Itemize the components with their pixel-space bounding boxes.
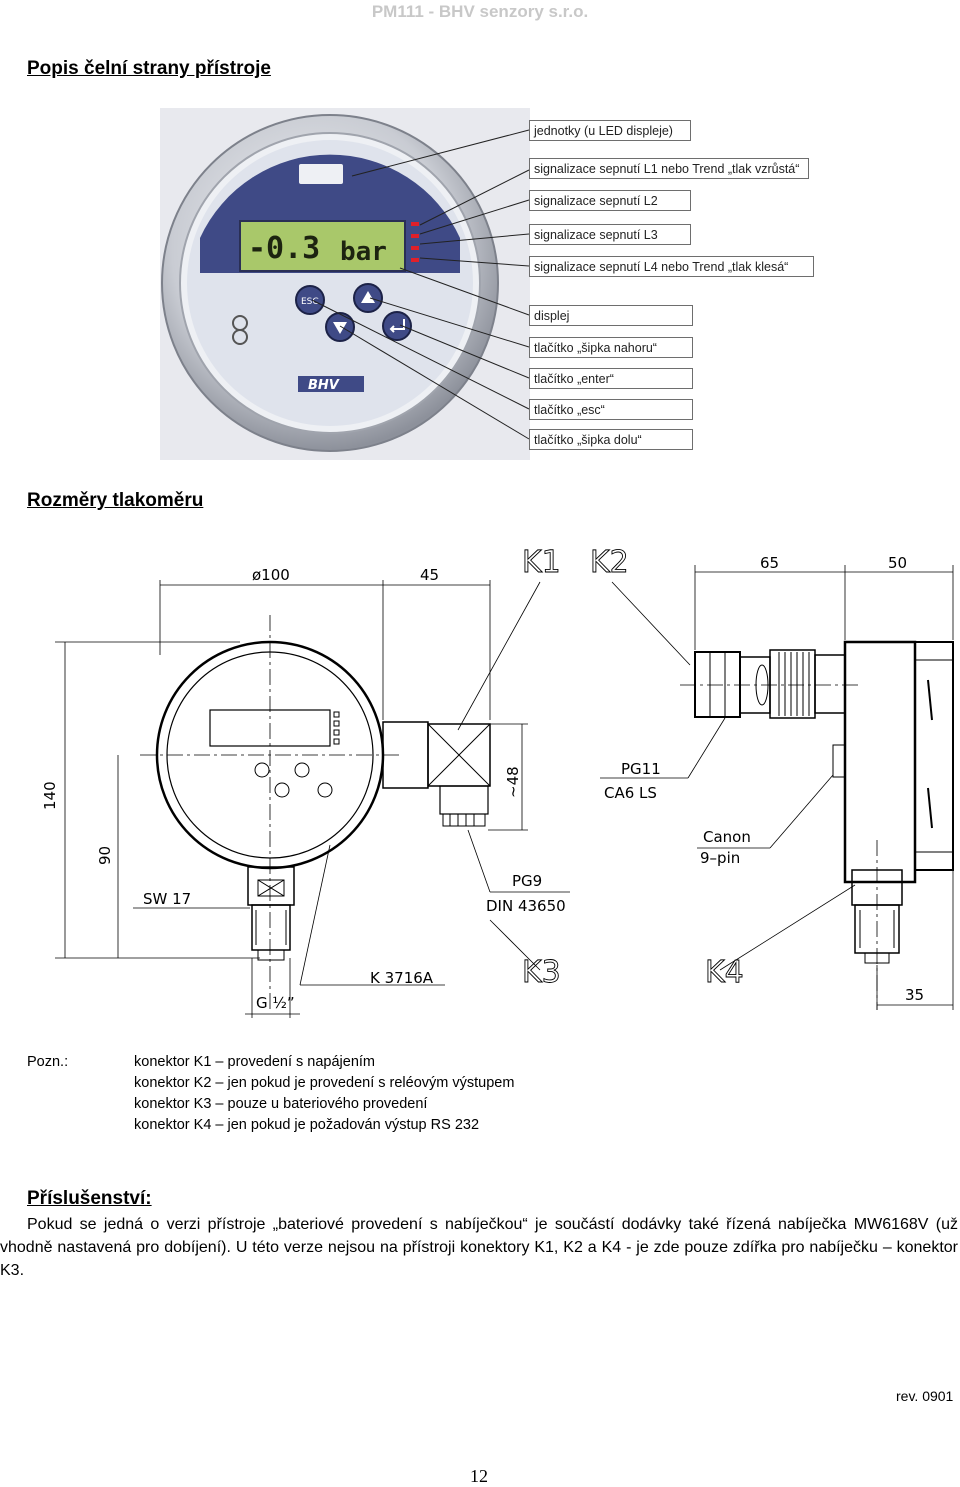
callout-l3: signalizace sepnutí L3 [529, 224, 691, 245]
label-canon: Canon [703, 828, 751, 846]
page-header: PM111 - BHV senzory s.r.o. [371, 2, 589, 21]
dim-90: 90 [96, 845, 114, 865]
dim-65: 65 [760, 554, 780, 572]
note-k2: konektor K2 – jen pokud je provedení s reléovým výstupem [134, 1075, 515, 1091]
callout-units: jednotky (u LED displeje) [529, 120, 691, 141]
label-k2: K2 [590, 545, 629, 580]
label-din43650: DIN 43650 [486, 897, 566, 915]
callout-enter: tlačítko „enter“ [529, 368, 693, 389]
dim-50: 50 [888, 554, 908, 572]
dim-diameter: ø100 [252, 566, 290, 584]
accessories-title: Příslušenství: [27, 1188, 152, 1209]
page-number: 12 [470, 1466, 488, 1486]
callout-l4: signalizace sepnutí L4 nebo Trend „tlak klesá“ [529, 256, 814, 277]
label-sw17: SW 17 [143, 890, 192, 908]
section-title-dimensions: Rozměry tlakoměru [27, 490, 204, 511]
callout-l1: signalizace sepnutí L1 nebo Trend „tlak vzrůstá“ [529, 158, 809, 179]
brand-logo: BHV [308, 378, 339, 393]
note-label: Pozn.: [27, 1054, 69, 1070]
label-k3: K3 [522, 955, 561, 990]
lcd-value: -0.3 [248, 231, 321, 266]
section-title-front-panel: Popis čelní strany přístroje [27, 58, 271, 79]
note-k3: konektor K3 – pouze u bateriového provedení [134, 1096, 428, 1112]
revision: rev. 0901 [896, 1388, 954, 1404]
accessories-text: Pokud se jedná o verzi přístroje „bateriové provedení s nabíječkou“ je součástí dodávky také řízená nabíječka MW6168V (už vhodně nastavená pro dobíjení). U této verze nejsou na přístroji konektory K1, K2 a K4 - je zde pouze zdířka pro nabíječku – konektor K3. [0, 1216, 958, 1279]
callout-leaders [0, 0, 960, 470]
label-thread: G ½” [256, 994, 295, 1012]
callout-arrow-up: tlačítko „šipka nahoru“ [529, 337, 693, 358]
svg-text:ESC: ESC [301, 297, 319, 307]
dim-45: 45 [420, 566, 440, 584]
callout-esc: tlačítko „esc“ [529, 399, 693, 420]
label-ca6ls: CA6 LS [604, 784, 657, 802]
label-k3716a: K 3716A [370, 969, 434, 987]
callout-display: displej [529, 305, 693, 326]
note-k4: konektor K4 – jen pokud je požadován výstup RS 232 [134, 1117, 480, 1133]
dim-140: 140 [41, 781, 59, 810]
dim-35: 35 [905, 986, 925, 1004]
callout-l2: signalizace sepnutí L2 [529, 190, 691, 211]
label-pg9: PG9 [512, 872, 543, 890]
label-k1: K1 [522, 545, 561, 580]
label-9pin: 9–pin [700, 849, 741, 867]
label-pg11: PG11 [621, 760, 661, 778]
label-k4: K4 [705, 955, 744, 990]
dim-48: ~48 [504, 766, 522, 798]
note-k1: konektor K1 – provedení s napájením [134, 1054, 376, 1070]
dimension-drawing [0, 540, 960, 1020]
callout-arrow-down: tlačítko „šipka dolu“ [529, 429, 693, 450]
lcd-unit: bar [340, 237, 387, 267]
